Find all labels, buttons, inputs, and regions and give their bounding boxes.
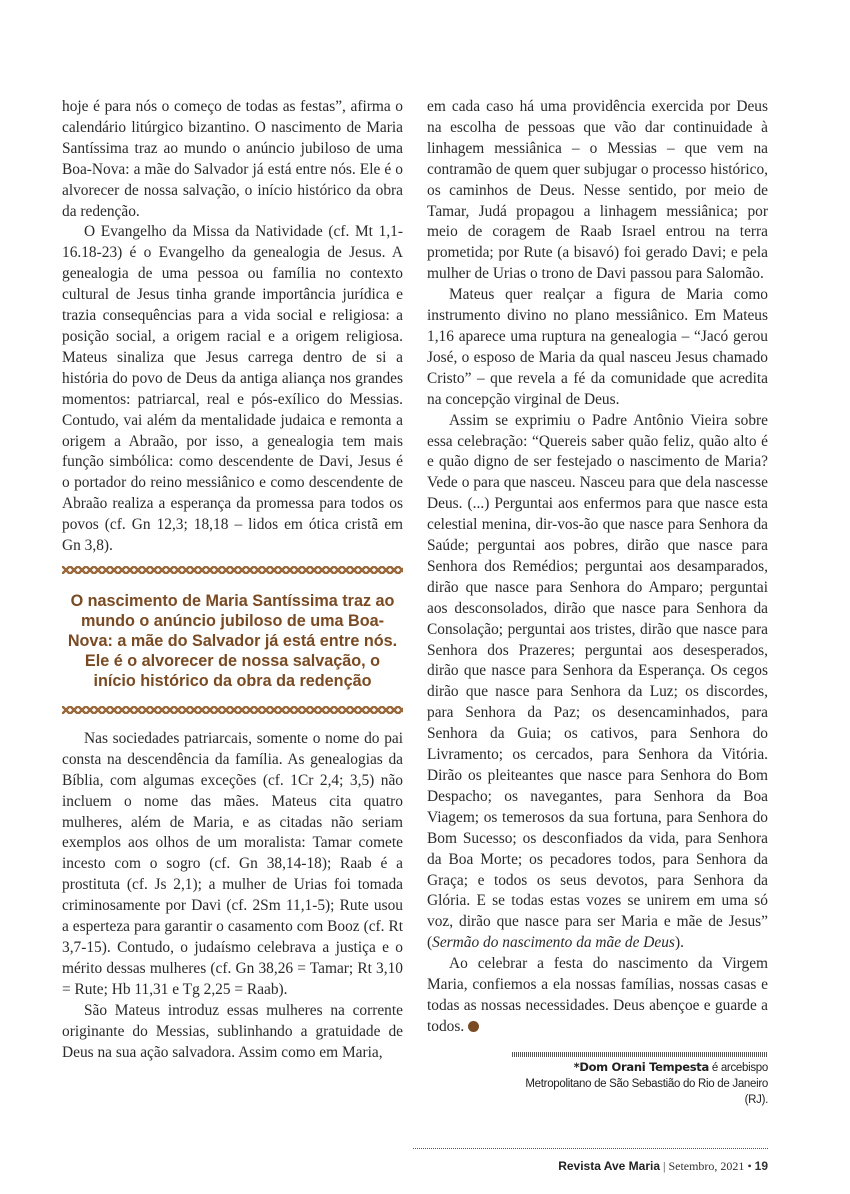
ornamental-divider — [62, 565, 403, 575]
end-mark-icon — [468, 1021, 479, 1032]
hatched-rule — [512, 1052, 768, 1057]
page-footer — [413, 1158, 768, 1174]
author-note — [512, 1052, 768, 1108]
footer-divider — [413, 1148, 768, 1149]
vieira-text: Assim se exprimiu o Padre Antônio Vieira sobre essa celebração: “Quereis saber quão feliz, quão alto é e quão digno de ser festejado o nascimento de Maria? Vede o para que nasceu. Nasceu para que dela nascesse Deus. (...) Perguntai aos enfermos para que nasce esta celestial menina, dir-vos-ão que nasce para Senhora da Saúde; perguntai aos pobres, dirão que nasce para Senhora dos Remédios; perguntai aos desamparados, dirão que nasce para Senhora do Amparo; perguntai aos desconsolados, dirão que nasce para Senhora da Consolação; perguntai aos tristes, dirão que nasce para Senhora dos Prazeres; perguntai aos desesperados, dirão que nasce para Senhora da Esperança. Os cegos dirão que nasce para Senhora da Luz; os discordes, para Senhora da Paz; os desencaminhados, para Senhora da Guia; os cativos, para Senhora do Livramento; os cercados, para Senhora da Vitória. Dirão os pleiteantes que nasce para Senhora do Bom Despacho; os navegantes, para Senhora da Boa Viagem; os temerosos da sua fortuna, para Senhora do Bom Sucesso; os desconfiados da vida, para Senhora da Boa Morte; os pecadores todos, para Senhora da Graça; e todos os seus devotos, para Senhora da Glória. E se todas estas vozes se unirem em uma só voz, dirão que nasce para ser Maria e mãe de Jesus” ( — [427, 411, 768, 952]
paragraph-vieira — [427, 411, 768, 955]
paragraph: O Evangelho da Missa da Natividade (cf. Mt 1,1-16.18-23) é o Evangelho da genealogia de Jesus. A genealogia de uma pessoa ou família no contexto cultural de Jesus tinha grande importância jurídica e trazia consequências para a vida social e religiosa: a posição social, a origem racial e a origem religiosa. Mateus sinaliza que Jesus carrega dentro de si a história do povo de Deus da antiga aliança nos grandes momentos: patriarcal, real e pós-exílico do Messias. Contudo, vai além da mentalidade judaica e remonta a origem a Abraão, por isso, a genealogia tem mais função simbólica: como descendente de Davi, Jesus é o portador do reino messiânico e como descendente de Abraão realiza a esperança da promessa para todos os povos (cf. Gn 12,3; 18,18 – lidos em ótica cristã em Gn 3,8). — [62, 223, 403, 555]
paragraph: em cada caso há uma providência exercida por Deus na escolha de pessoas que vão dar continuidade à linhagem messiânica – o Messias – que vem na contramão de quem quer subjugar o processo histórico, os caminhos de Deus. Nesse sentido, por meio de Tamar, Judá propagou a linhagem messiânica; por meio de coragem de Raab Israel entrou na terra prometida; por Rute (a bisavó) foi gerado Davi; e pela mulher de Urias o trono de Davi passou para Salomão. — [427, 98, 768, 283]
issue-date: Setembro, 2021 — [668, 1158, 745, 1173]
author-name: *Dom Orani Tempesta — [573, 1059, 709, 1074]
page-footer-area — [413, 1148, 768, 1174]
pull-quote: O nascimento de Maria Santíssima traz ao mundo o anúncio jubiloso de uma Boa-Nova: a mãe do Salvador já está entre nós. Ele é o alvorecer de nossa salvação, o início histórico da obra da redenção — [67, 591, 398, 690]
left-column — [62, 97, 403, 1063]
paragraph: Nas sociedades patriarcais, somente o nome do pai consta na descendência da família. As genealogias da Bíblia, com algumas exceções (cf. 1Cr 2,4; 3,5) não incluem o nome das mães. Mateus cita quatro mulheres, além de Maria, e as citadas não seriam exemplos aos olhos de um moralista: Tamar comete incesto com o sogro (cf. Gn 38,14-18); Raab é a prostituta (cf. Js 2,1); a mulher de Urias foi tomada criminosamente por Davi (cf. 2Sm 11,1-5); Rute usou a esperteza para garantir o casamento com Booz (cf. Rt 3,7-15). Contudo, o judaísmo celebrava a justiça e o mérito dessas mulheres (cf. Gn 38,26 = Tamar; Rt 3,10 = Rute; Hb 11,31 e Tg 2,25 = Raab). — [62, 729, 403, 998]
right-column — [427, 97, 768, 1194]
magazine-name: Revista Ave Maria — [558, 1158, 661, 1173]
ornamental-divider — [62, 705, 403, 715]
paragraph: Mateus quer realçar a figura de Maria como instrumento divino no plano messiânico. Em Mateus 1,16 aparece uma ruptura na genealogia – “Jacó gerou José, o esposo de Maria da qual nasceu Jesus chamado Cristo” – que revela a fé da comunidade que acredita na concepção virginal de Deus. — [427, 286, 768, 408]
footer-bullet: • — [747, 1158, 752, 1173]
sermon-title: Sermão do nascimento da mãe de Deus — [432, 934, 675, 952]
footer-separator: | — [663, 1158, 666, 1173]
vieira-close: ). — [674, 934, 684, 952]
paragraph: hoje é para nós o começo de todas as festas”, afirma o calendário litúrgico bizantino. O nascimento de Maria Santíssima traz ao mundo o anúncio jubiloso de uma Boa-Nova: a mãe do Salvador já está entre nós. Ele é o alvorecer de nossa salvação, o início histórico da obra da redenção. — [62, 98, 403, 220]
closing-paragraph — [427, 954, 768, 1038]
page-number: 19 — [754, 1158, 768, 1173]
closing-text: Ao celebrar a festa do nascimento da Virgem Maria, confiemos a ela nossas famílias, nossas casas e todas as nossas necessidades. Deus abençoe e guarde a todos. — [427, 955, 768, 1035]
author-bio: é arcebispo Metropolitano de São Sebastião do Rio de Janeiro (RJ). — [525, 1061, 768, 1106]
paragraph: São Mateus introduz essas mulheres na corrente originante do Messias, sublinhando a gratuidade de Deus na sua ação salvadora. Assim como em Maria, — [62, 1001, 403, 1061]
